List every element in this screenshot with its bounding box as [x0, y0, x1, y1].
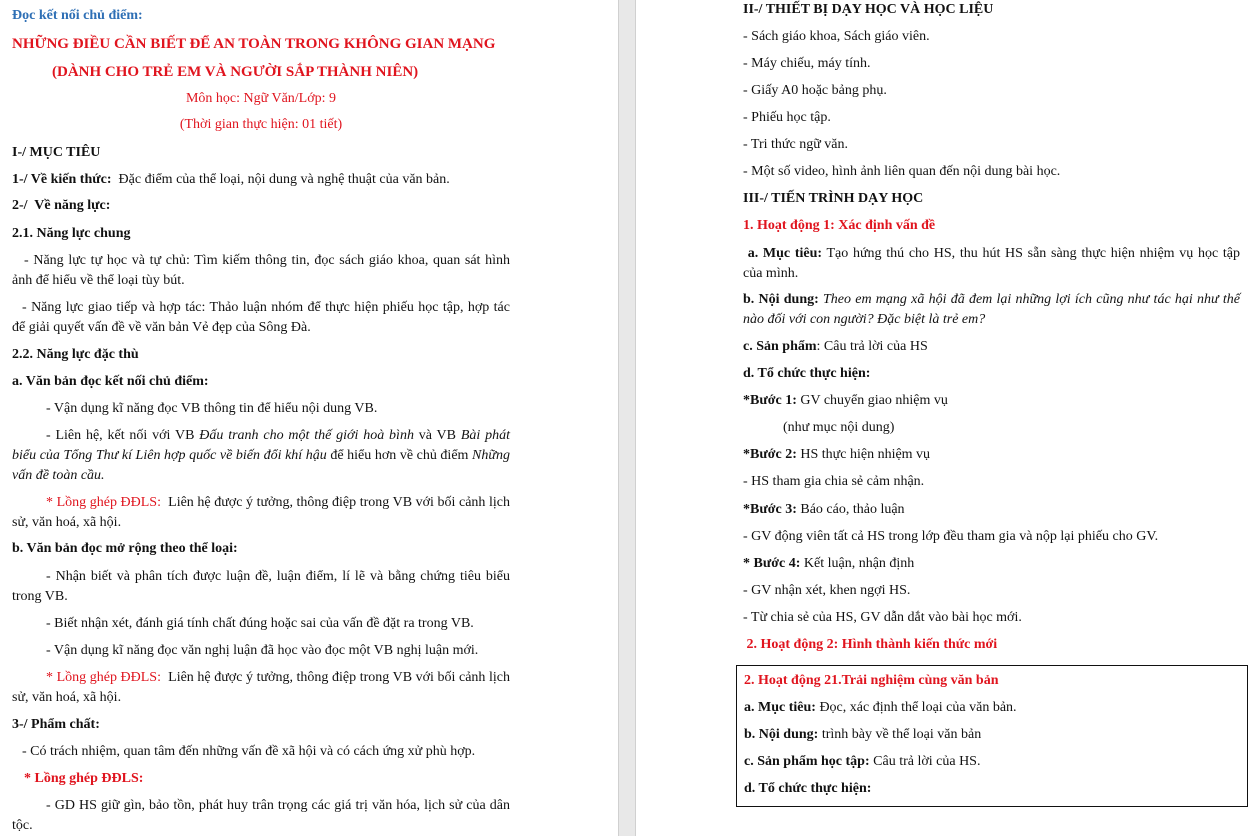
right-paragraph — [743, 337, 1240, 357]
left-paragraph — [12, 493, 514, 533]
text-run: - Vận dụng kĩ năng đọc văn nghị luận đã học vào đọc một VB nghị luận mới. — [46, 643, 479, 658]
text-run: - Năng lực giao tiếp và hợp tác: Thảo luận nhóm để thực hiện phiếu học tập, hợp tác để giải quyết vấn đề về văn bản Vẻ đẹp của Sông Đà. — [12, 300, 514, 335]
right-paragraph — [743, 635, 1240, 655]
left-paragraph — [12, 372, 510, 392]
text-run: - GV nhận xét, khen ngợi HS. — [743, 583, 911, 598]
right-paragraph — [743, 554, 1240, 574]
left-paragraph — [12, 796, 514, 836]
right-paragraph — [743, 581, 1240, 601]
left-paragraph — [12, 196, 510, 216]
text-run: - Sách giáo khoa, Sách giáo viên. — [743, 29, 930, 44]
text-run: b. Nội dung: — [744, 727, 819, 742]
left-paragraph — [12, 641, 510, 661]
text-run: 3-/ Phẩm chất: — [12, 717, 100, 732]
text-run: Đấu tranh cho một thế giới hoà bình — [199, 428, 414, 443]
text-run: Báo cáo, thảo luận — [796, 502, 905, 517]
right-paragraph — [743, 445, 1240, 465]
text-run: * Lồng ghép ĐĐLS: — [46, 495, 161, 510]
text-run: 2. Hoạt động 21.Trải nghiệm cùng văn bản — [744, 673, 999, 688]
text-run: - Tri thức ngữ văn. — [743, 137, 849, 152]
text-run: *Bước 2: — [743, 447, 797, 462]
text-run: Những vấn đề toàn cầu. — [12, 448, 514, 483]
right-paragraph — [743, 244, 1244, 284]
text-run: c. Sản phẩm — [743, 339, 817, 354]
left-paragraph — [12, 399, 510, 419]
text-run: III-/ TIẾN TRÌNH DẠY HỌC — [743, 191, 924, 206]
right-paragraph — [743, 162, 1240, 182]
text-run: - Giấy A0 hoặc bảng phụ. — [743, 83, 887, 98]
text-run: - HS tham gia chia sẻ cảm nhận. — [743, 474, 925, 489]
text-run: 2.2. Năng lực đặc thù — [12, 347, 139, 362]
right-paragraph — [743, 391, 1240, 411]
text-run: 2. Hoạt động 2: Hình thành kiến thức mới — [743, 637, 998, 652]
left-paragraph — [12, 115, 510, 135]
left-paragraph — [12, 769, 510, 789]
right-paragraph — [743, 290, 1244, 330]
text-run: Kết luận, nhận định — [800, 556, 915, 571]
text-run: a. Mục tiêu: — [744, 700, 816, 715]
right-paragraph — [743, 472, 1240, 492]
left-paragraph — [12, 715, 510, 735]
left-paragraph — [12, 89, 510, 109]
text-run: (như mục nội dung) — [783, 420, 895, 435]
box-paragraph — [744, 698, 1234, 718]
left-paragraph — [12, 567, 514, 607]
left-paragraph — [12, 742, 510, 762]
left-paragraph — [12, 6, 510, 26]
text-run: Câu trả lời của HS. — [869, 754, 981, 769]
text-run: II-/ THIẾT BỊ DẠY HỌC VÀ HỌC LIỆU — [743, 2, 994, 17]
left-paragraph — [12, 251, 514, 291]
text-run: Bài phát biểu của Tổng Thư kí Liên hợp quốc về biến đổi khí hậu — [12, 428, 514, 463]
left-paragraph — [12, 298, 514, 338]
text-run: * Lồng ghép ĐĐLS: — [24, 771, 144, 786]
left-paragraph — [12, 668, 514, 708]
text-run: - Từ chia sẻ của HS, GV dẫn dắt vào bài học mới. — [743, 610, 1022, 625]
text-run: và VB — [413, 428, 461, 443]
text-run: d. Tổ chức thực hiện: — [744, 781, 872, 796]
text-run: - Vận dụng kĩ năng đọc VB thông tin để hiểu nội dung VB. — [46, 401, 378, 416]
text-run: *Bước 1: — [743, 393, 797, 408]
right-paragraph — [743, 418, 1240, 438]
text-run: * Bước 4: — [743, 556, 801, 571]
text-run: Theo em mạng xã hội đã đem lại những lợi ích cũng như tác hại như thế nào đối với con người? Đặc biệt là trẻ em? — [743, 292, 1244, 327]
left-paragraph — [12, 224, 510, 244]
text-run: Đọc kết nối chủ điểm: — [12, 8, 143, 23]
text-run: Môn học: Ngữ Văn/Lớp: 9 — [185, 91, 337, 106]
text-run: : Câu trả lời của HS — [816, 339, 928, 354]
activity-2-1-box — [736, 665, 1248, 807]
text-run: - GD HS giữ gìn, bảo tồn, phát huy trân trọng các giá trị văn hóa, lịch sử của dân tộc. — [12, 798, 514, 833]
right-paragraph — [743, 189, 1240, 209]
text-run: *Bước 3: — [743, 502, 797, 517]
text-run: Đặc điểm của thể loại, nội dung và nghệ thuật của văn bản. — [111, 172, 450, 187]
box-paragraph — [744, 725, 1234, 745]
text-run: Liên hệ được ý tưởng, thông điệp trong VB với bối cảnh lịch sử, văn hoá, xã hội. — [12, 670, 514, 705]
text-run: c. Sản phẩm học tập: — [744, 754, 870, 769]
text-run: - Phiếu học tập. — [743, 110, 831, 125]
text-run: 1-/ Về kiến thức: — [12, 172, 112, 187]
text-run: 2-/ Về năng lực: — [12, 198, 111, 213]
text-run: GV chuyển giao nhiệm vụ — [796, 393, 948, 408]
text-run: (DÀNH CHO TRẺ EM VÀ NGƯỜI SẮP THÀNH NIÊN) — [52, 64, 419, 80]
right-paragraph — [743, 27, 1240, 47]
document-page-right — [636, 0, 1252, 836]
right-paragraph — [743, 608, 1240, 628]
text-run: để hiểu hơn về chủ điểm — [326, 448, 473, 463]
left-paragraph — [12, 170, 510, 190]
text-run: - Nhận biết và phân tích được luận đề, luận điểm, lí lẽ và bằng chứng tiêu biểu trong VB. — [12, 569, 514, 604]
right-paragraph — [743, 0, 1240, 20]
page-gutter — [618, 0, 636, 836]
box-paragraph — [744, 779, 1234, 799]
text-run: - Liên hệ, kết nối với VB — [46, 428, 200, 443]
text-run: a. Mục tiêu: — [743, 246, 823, 261]
right-paragraph — [743, 500, 1240, 520]
document-page-left — [0, 0, 618, 836]
text-run: d. Tổ chức thực hiện: — [743, 366, 871, 381]
right-paragraph — [743, 108, 1240, 128]
text-run: NHỮNG ĐIỀU CẦN BIẾT ĐỂ AN TOÀN TRONG KHÔNG GIAN MẠNG — [12, 36, 496, 52]
text-run: Liên hệ được ý tưởng, thông điệp trong VB với bối cảnh lịch sử, văn hoá, xã hội. — [12, 495, 514, 530]
right-paragraph — [743, 527, 1240, 547]
text-run: - Có trách nhiệm, quan tâm đến những vấn đề xã hội và có cách ứng xử phù hợp. — [22, 744, 476, 759]
text-run: - Máy chiếu, máy tính. — [743, 56, 871, 71]
text-run: - Biết nhận xét, đánh giá tính chất đúng hoặc sai của vấn đề đặt ra trong VB. — [46, 616, 474, 631]
right-paragraph — [743, 54, 1240, 74]
right-paragraph — [743, 81, 1240, 101]
text-run: - GV động viên tất cả HS trong lớp đều tham gia và nộp lại phiếu cho GV. — [743, 529, 1159, 544]
text-run: I-/ MỤC TIÊU — [12, 145, 101, 160]
right-paragraph — [743, 364, 1240, 384]
text-run: - Năng lực tự học và tự chủ: Tìm kiếm thông tin, đọc sách giáo khoa, quan sát hình ảnh để hiểu về thể loại tùy bút. — [12, 253, 514, 288]
text-run: Tạo hứng thú cho HS, thu hút HS sẵn sàng thực hiện nhiệm vụ học tập của mình. — [743, 246, 1244, 281]
text-run: 2.1. Năng lực chung — [12, 226, 131, 241]
text-run: * Lồng ghép ĐĐLS: — [46, 670, 161, 685]
text-run: Đọc, xác định thể loại của văn bản. — [815, 700, 1017, 715]
text-run: a. Văn bản đọc kết nối chủ điểm: — [12, 374, 209, 389]
text-run: b. Nội dung: — [743, 292, 824, 307]
left-paragraph — [12, 426, 514, 486]
text-run: (Thời gian thực hiện: 01 tiết) — [179, 117, 343, 132]
left-paragraph — [12, 539, 510, 559]
left-paragraph — [12, 345, 510, 365]
box-paragraph — [744, 752, 1234, 772]
text-run: b. Văn bản đọc mở rộng theo thể loại: — [12, 541, 238, 556]
left-paragraph — [12, 62, 510, 83]
left-paragraph — [12, 34, 510, 55]
text-run: - Một số video, hình ảnh liên quan đến nội dung bài học. — [743, 164, 1061, 179]
right-paragraph — [743, 216, 1240, 236]
text-run: HS thực hiện nhiệm vụ — [796, 447, 931, 462]
text-run: 1. Hoạt động 1: Xác định vấn đề — [743, 218, 936, 233]
left-paragraph — [12, 143, 510, 163]
text-run: trình bày về thể loại văn bản — [818, 727, 982, 742]
box-paragraph — [744, 671, 1234, 691]
right-paragraph — [743, 135, 1240, 155]
left-paragraph — [12, 614, 510, 634]
